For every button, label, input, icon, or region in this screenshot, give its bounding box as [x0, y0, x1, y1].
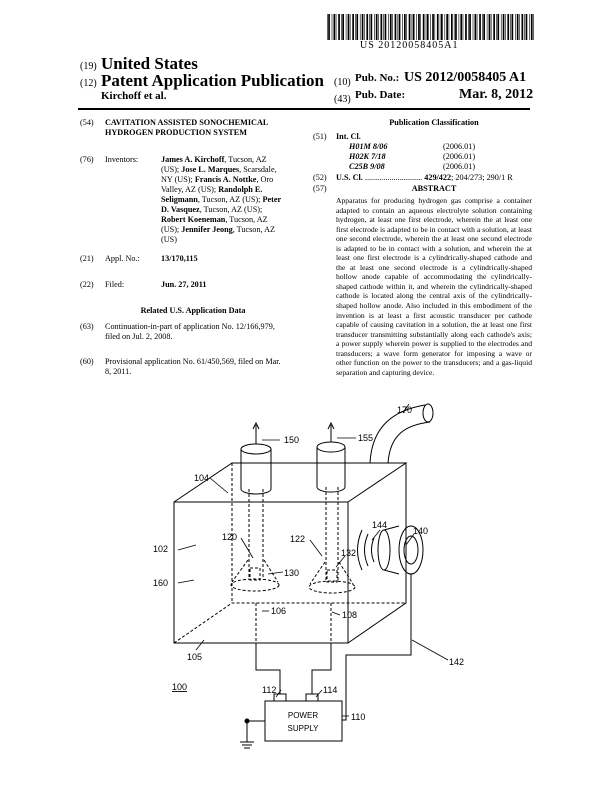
filed-code: (22) [80, 280, 94, 289]
label-160: 160 [153, 578, 169, 588]
doc-type: Patent Application Publication [101, 71, 324, 90]
barcode-bar [350, 14, 351, 40]
barcode-bar [493, 14, 495, 40]
inventors-list [161, 155, 301, 245]
barcode-bar [460, 14, 462, 40]
abstract-code: (57) [313, 184, 327, 193]
barcode-bar [483, 14, 485, 40]
barcode-bar [376, 14, 378, 40]
barcode-bar [463, 14, 464, 40]
barcode-bar [426, 14, 427, 40]
inventor-line: James A. Kirchoff, Tucson, AZ [161, 155, 267, 164]
barcode-bar [378, 14, 379, 40]
continuation-line-2: filed on Jul. 2, 2008. [105, 332, 173, 341]
barcode-bar [423, 14, 425, 40]
title-line-1: CAVITATION ASSISTED SONOCHEMICAL [105, 118, 269, 127]
barcode-bar [454, 14, 455, 40]
label-140: 140 [413, 526, 429, 536]
barcode-bar [496, 14, 497, 40]
barcode-bar [369, 14, 370, 40]
pub-date-label: Pub. Date: [355, 89, 406, 101]
label-170: 170 [397, 405, 413, 415]
label-120: 120 [222, 532, 238, 542]
uscl-code: (52) [313, 173, 327, 182]
label-112: 112 [262, 685, 277, 695]
intcl-row [349, 162, 529, 172]
barcode-bar [418, 14, 420, 40]
barcode-bar [482, 14, 483, 40]
barcode-bar [383, 14, 384, 40]
barcode-bar [412, 14, 413, 40]
related-heading: Related U.S. Application Data [140, 306, 246, 315]
label-114: 114 [323, 685, 338, 695]
intcl-class: C25B 9/08 [349, 162, 385, 171]
barcode-bar [505, 14, 506, 40]
inventor-line: Robert Koeneman, Tucson, AZ [161, 215, 268, 224]
inventor-line: NY (US); Francis A. Nottke, Oro [161, 175, 274, 184]
transducer-130 [231, 560, 279, 591]
barcode-bar [381, 14, 383, 40]
barcode-bar [364, 14, 365, 40]
intcl-year: (2006.01) [443, 142, 476, 151]
barcode-bar [342, 14, 344, 40]
pub-class-heading: Publication Classification [389, 118, 479, 127]
barcode-number: US 20120058405A1 [360, 40, 459, 51]
barcode-bar [468, 14, 469, 40]
intcl-class: H01M 8/06 [349, 142, 388, 151]
country: United States [101, 54, 198, 73]
title-line-2: HYDROGEN PRODUCTION SYSTEM [105, 128, 247, 137]
barcode-bar [501, 14, 502, 40]
pub-no-label: Pub. No.: [355, 72, 400, 84]
barcode-bar [517, 14, 519, 40]
barcode-bar [522, 14, 524, 40]
acoustic-waves-144 [358, 530, 375, 570]
header-rule [78, 108, 530, 110]
barcode-bar [477, 14, 478, 40]
label-100: 100 [172, 682, 188, 692]
barcode-bar [524, 14, 525, 40]
barcode-bar [362, 14, 364, 40]
pub-date: Mar. 8, 2012 [459, 87, 534, 102]
uscl-label: U.S. Cl. [336, 173, 363, 182]
abstract-heading: ABSTRACT [411, 184, 457, 193]
barcode-bar [430, 14, 431, 40]
abstract-text: Apparatus for producing hydrogen gas comprise a container adapted to contain an aqueous electrolyte solution containing hydrogen, at least one first electrode, wherein the at least one first electrode is adapted to be in contact with a solution, at least one second electrode, wherein the at least one second electrode is adapted to be in contact with a solution, and wherein the at least one first electrode is a cylindrically-shaped cathode and the at least one second electrode is a cylindrically-shaped hollow anode capable of accommodating the cylindrically-shaped cathode within it, and wherein the cylindrically-shaped cathode is located along the central axis of the cylindrically-shaped hollow anode. Also included in this embodiment of the invention is at least a first acoustic transducer per cathode capable of causing cavitation in a solution, the at least one first transducer transmitting substantially along each cathode's axis; a power supply wherein power is supplied to the electrodes and transducers; a wave form generator for imposing a wave or other function on the power to the transducers; and a gas-liquid separation and capturing device. [336, 196, 532, 377]
barcode-bar [455, 14, 457, 40]
label-155: 155 [358, 433, 374, 443]
box-front-face [174, 502, 348, 643]
barcode-bar [392, 14, 393, 40]
barcode-bar [445, 14, 446, 40]
barcode-bar [510, 14, 511, 40]
appl-code: (21) [80, 254, 94, 263]
power-supply-110 [240, 694, 342, 748]
barcode-bar [402, 14, 403, 40]
patent-figure [0, 380, 614, 792]
barcode-bar [515, 14, 516, 40]
code-43: (43) [334, 94, 351, 105]
intcl-code: (51) [313, 132, 327, 141]
inventor-line: (US); Jennifer Jeong, Tucson, AZ [161, 225, 276, 234]
inventors-label: Inventors: [105, 155, 139, 164]
barcode-bar [332, 14, 333, 40]
provisional-code: (60) [80, 357, 94, 366]
barcode-bar [336, 14, 337, 40]
label-105: 105 [187, 652, 203, 662]
barcode-bar [390, 14, 392, 40]
label-150: 150 [284, 435, 300, 445]
barcode-bar [487, 14, 488, 40]
inventor-line: Seligmann, Tucson, AZ (US); Peter [161, 195, 282, 204]
label-132: 132 [341, 548, 357, 558]
uscl-line [336, 173, 513, 183]
barcode-bar [352, 14, 354, 40]
barcode-bar [489, 14, 491, 40]
barcode-bar [420, 14, 421, 40]
provisional-line-2: 8, 2011. [105, 367, 132, 376]
uscl-value: 429/422 [424, 173, 452, 182]
barcode-bar [356, 14, 358, 40]
intcl-label: Int. Cl. [336, 132, 361, 141]
barcode-bar [355, 14, 356, 40]
label-102: 102 [153, 544, 169, 554]
barcode-bar [451, 14, 453, 40]
uscl-rest: ; 204/273; 290/1 R [451, 173, 513, 182]
barcode-bar [338, 14, 340, 40]
barcode-bar [409, 14, 411, 40]
intcl-year: (2006.01) [443, 152, 476, 161]
barcode-bar [341, 14, 342, 40]
applicant: Kirchoff et al. [101, 90, 167, 102]
barcode-bar [404, 14, 406, 40]
barcode-bar [327, 14, 328, 40]
barcode-bar [512, 14, 514, 40]
barcode-bar [371, 14, 373, 40]
barcode-bar [366, 14, 368, 40]
barcode-bar [529, 14, 530, 40]
power-label-1: POWER [287, 711, 319, 720]
barcode-bar [385, 14, 387, 40]
barcode-bar [432, 14, 434, 40]
barcode-bar [449, 14, 450, 40]
intcl-year: (2006.01) [443, 162, 476, 171]
continuation-line-1: Continuation-in-part of application No. 12/166,979, [105, 322, 275, 331]
barcode-bar [395, 14, 397, 40]
label-108: 108 [342, 610, 358, 620]
leader-lines [178, 404, 448, 716]
label-144: 144 [372, 520, 388, 530]
barcode-bar [526, 14, 528, 40]
barcode-bar [465, 14, 467, 40]
appl-number: 13/170,115 [161, 254, 198, 263]
provisional-line-1: Provisional application No. 61/450,569, filed on Mar. [105, 357, 281, 366]
continuation-code: (63) [80, 322, 94, 331]
barcode-bar [531, 14, 533, 40]
intcl-row [349, 142, 529, 152]
uscl-dots: ............................ [364, 173, 423, 182]
barcode-bar [328, 14, 330, 40]
label-104: 104 [194, 473, 210, 483]
label-110: 110 [351, 712, 366, 722]
box-hidden-edges [174, 603, 406, 643]
code-19: (19) [80, 61, 97, 72]
pub-no: US 2012/0058405 A1 [404, 70, 527, 85]
title-code: (54) [80, 118, 94, 127]
barcode-bar [346, 14, 347, 40]
barcode-bar [459, 14, 460, 40]
intcl-list [349, 142, 529, 172]
barcode-bar [398, 14, 399, 40]
barcode-bar [413, 14, 415, 40]
barcode-bar [348, 14, 350, 40]
label-122: 122 [290, 534, 306, 544]
appl-label: Appl. No.: [105, 254, 140, 263]
barcode-bar [374, 14, 375, 40]
inventor-line: (US); Jose L. Marques, Scarsdale, [161, 165, 277, 174]
barcode-bar [446, 14, 448, 40]
inventor-line: Valley, AZ (US); Randolph E. [161, 185, 263, 194]
intcl-row [349, 152, 529, 162]
barcode-bar [441, 14, 443, 40]
barcode-bar [479, 14, 481, 40]
gas-outlet-150 [241, 423, 271, 578]
barcode-bar [503, 14, 505, 40]
barcode-bar [388, 14, 389, 40]
label-142: 142 [449, 657, 465, 667]
barcode-bar [497, 14, 499, 40]
barcode-bar [406, 14, 407, 40]
label-130: 130 [284, 568, 300, 578]
inventor-line: D. Vasquez, Tucson, AZ (US); [161, 205, 263, 214]
barcode-bar [507, 14, 509, 40]
power-label-2: SUPPLY [287, 724, 319, 733]
filed-date: Jun. 27, 2011 [161, 280, 207, 289]
barcode-bar [533, 14, 534, 40]
barcode-bar [416, 14, 417, 40]
wiring [256, 574, 411, 720]
barcode-bar [435, 14, 436, 40]
barcode-bar [399, 14, 401, 40]
barcode-bar [427, 14, 429, 40]
barcode-bar [475, 14, 477, 40]
barcode [327, 14, 537, 40]
barcode-bar [491, 14, 492, 40]
code-12: (12) [80, 78, 97, 89]
barcode-bar [473, 14, 474, 40]
filed-label: Filed: [105, 280, 125, 289]
inventors-code: (76) [80, 155, 94, 164]
barcode-bar [334, 14, 336, 40]
barcode-bar [440, 14, 441, 40]
label-106: 106 [271, 606, 287, 616]
barcode-bar [469, 14, 471, 40]
code-10: (10) [334, 77, 351, 88]
inventor-line: (US) [161, 235, 177, 244]
intcl-class: H02K 7/18 [349, 152, 386, 161]
barcode-bar [519, 14, 520, 40]
barcode-bar [360, 14, 361, 40]
barcode-bar [437, 14, 439, 40]
